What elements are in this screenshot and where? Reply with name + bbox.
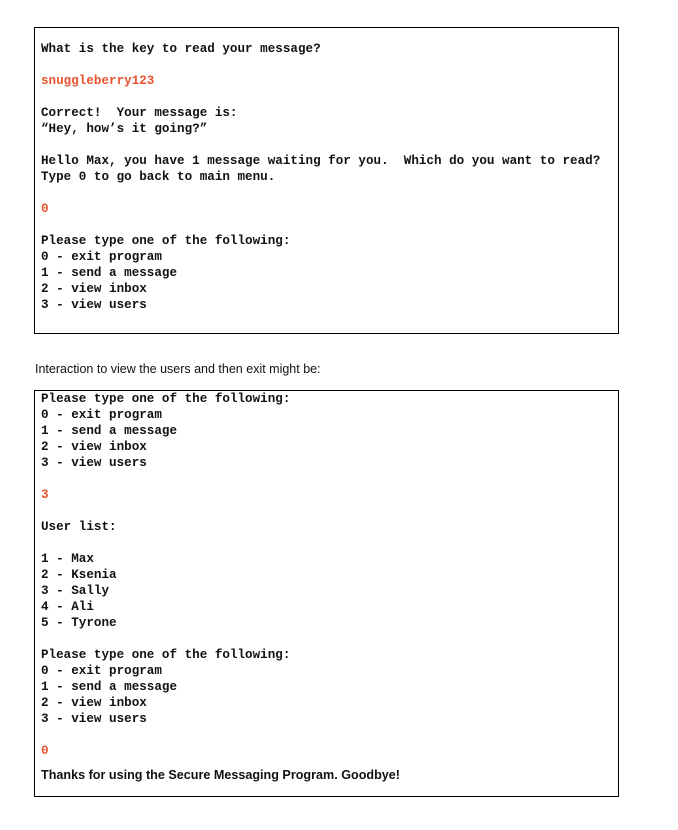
menu-header: Please type one of the following: xyxy=(41,234,291,248)
menu-item: 3 - view users xyxy=(41,456,147,470)
user-list-header: User list: xyxy=(41,520,117,534)
menu-item: 1 - send a message xyxy=(41,424,178,438)
menu-item: 2 - view inbox xyxy=(41,440,147,454)
menu-item: 1 - send a message xyxy=(41,680,178,694)
goodbye-message: Thanks for using the Secure Messaging Program. Goodbye! xyxy=(41,768,400,782)
back-to-menu-hint: Type 0 to go back to main menu. xyxy=(41,170,276,184)
menu-item: 0 - exit program xyxy=(41,250,162,264)
menu-item: 2 - view inbox xyxy=(41,282,147,296)
menu-header: Please type one of the following: xyxy=(41,648,291,662)
choice-input-echo: 3 xyxy=(41,488,49,502)
user-list-item: 5 - Tyrone xyxy=(41,616,117,630)
menu-item: 1 - send a message xyxy=(41,266,178,280)
user-list-item: 4 - Ali xyxy=(41,600,94,614)
console-transcript-view-users xyxy=(34,390,619,797)
key-prompt: What is the key to read your message? xyxy=(41,42,321,56)
correct-message-line: Correct! Your message is: xyxy=(41,106,238,120)
menu-item: 2 - view inbox xyxy=(41,696,147,710)
choice-input-echo: 0 xyxy=(41,202,49,216)
user-list-item: 2 - Ksenia xyxy=(41,568,117,582)
menu-item: 3 - view users xyxy=(41,298,147,312)
message-content: “Hey, how’s it going?” xyxy=(41,122,208,136)
caption-text: Interaction to view the users and then exit might be: xyxy=(35,362,321,376)
menu-item: 0 - exit program xyxy=(41,664,162,678)
messages-waiting-line: Hello Max, you have 1 message waiting for you. Which do you want to read? xyxy=(41,154,601,168)
menu-header: Please type one of the following: xyxy=(41,392,291,406)
user-list-item: 3 - Sally xyxy=(41,584,110,598)
user-list-item: 1 - Max xyxy=(41,552,94,566)
console-transcript-read-message xyxy=(34,27,619,334)
menu-item: 3 - view users xyxy=(41,712,147,726)
menu-item: 0 - exit program xyxy=(41,408,162,422)
exit-input-echo: 0 xyxy=(41,744,49,758)
key-input-echo: snuggleberry123 xyxy=(41,74,155,88)
